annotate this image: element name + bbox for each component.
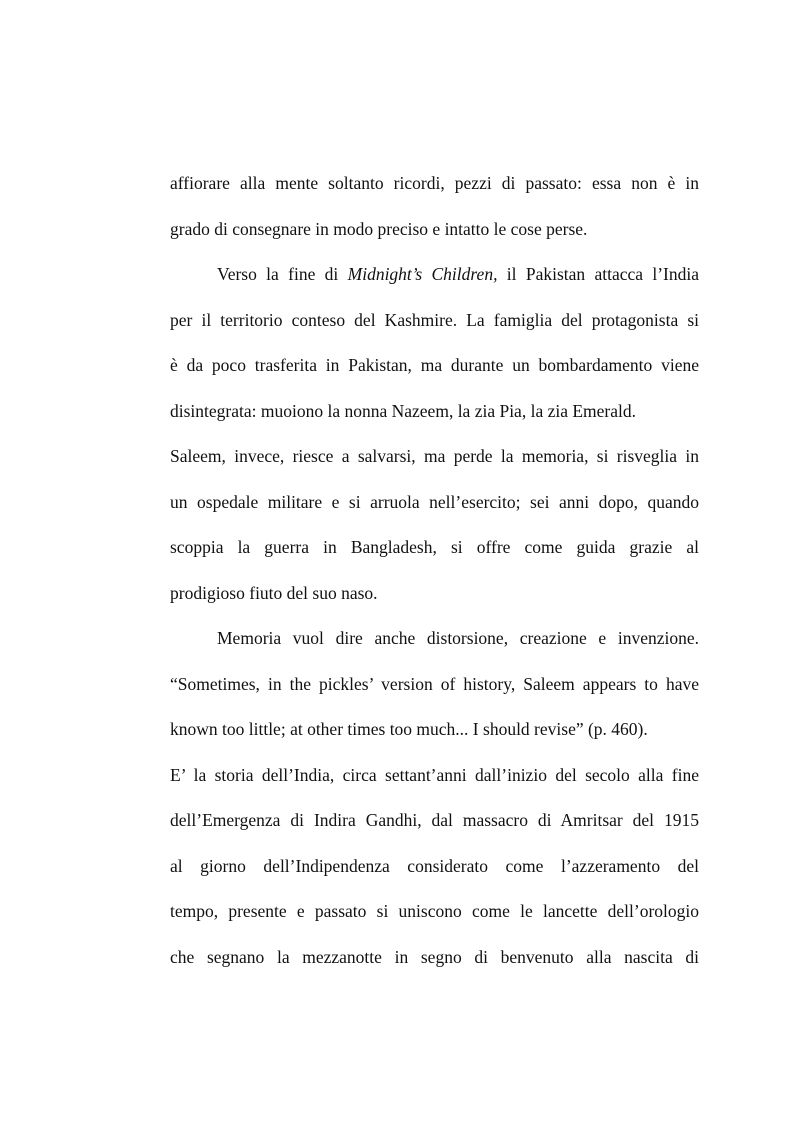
text-line: al giorno dell’Indipendenza considerato come l’azzeramento del (170, 855, 699, 876)
text-line: known too little; at other times too much... I should revise” (p. 460). (170, 719, 648, 739)
body-text (170, 168, 699, 987)
book-title: Midnight’s Children, (347, 264, 498, 284)
text-line: scoppia la guerra in Bangladesh, si offre come guida grazie al (170, 537, 699, 557)
text-line-segment: il Pakistan attacca l’India (497, 264, 699, 284)
text-line: un ospedale militare e si arruola nell’esercito; sei anni dopo, quando (170, 491, 699, 512)
text-line: Saleem, invece, riesce a salvarsi, ma perde la memoria, si risveglia in (170, 446, 699, 466)
text-line-paragraph-start: Memoria vuol dire anche distorsione, creazione e invenzione. (217, 628, 699, 648)
text-line: è da poco trasferita in Pakistan, ma durante un bombardamento viene (170, 355, 699, 375)
text-line-segment: Verso la fine di (217, 264, 348, 284)
text-line: affiorare alla mente soltanto ricordi, pezzi di passato: essa non è in (170, 173, 699, 193)
text-line: tempo, presente e passato si uniscono come le lancette dell’orologio (170, 901, 699, 921)
text-line: prodigioso fiuto del suo naso. (170, 582, 378, 603)
text-line: E’ la storia dell’India, circa settant’anni dall’inizio del secolo alla fine (170, 764, 699, 785)
text-line: per il territorio conteso del Kashmire. La famiglia del protagonista si (170, 309, 699, 330)
text-line: dell’Emergenza di Indira Gandhi, dal massacro di Amritsar del 1915 (170, 810, 699, 830)
text-line-paragraph-start (170, 259, 699, 305)
text-line: grado di consegnare in modo preciso e intatto le cose perse. (170, 218, 588, 239)
text-line: disintegrata: muoiono la nonna Nazeem, la zia Pia, la zia Emerald. (170, 400, 637, 421)
text-line: che segnano la mezzanotte in segno di benvenuto alla nascita di (170, 946, 699, 967)
text-line: “Sometimes, in the pickles’ version of history, Saleem appears to have (170, 673, 699, 694)
